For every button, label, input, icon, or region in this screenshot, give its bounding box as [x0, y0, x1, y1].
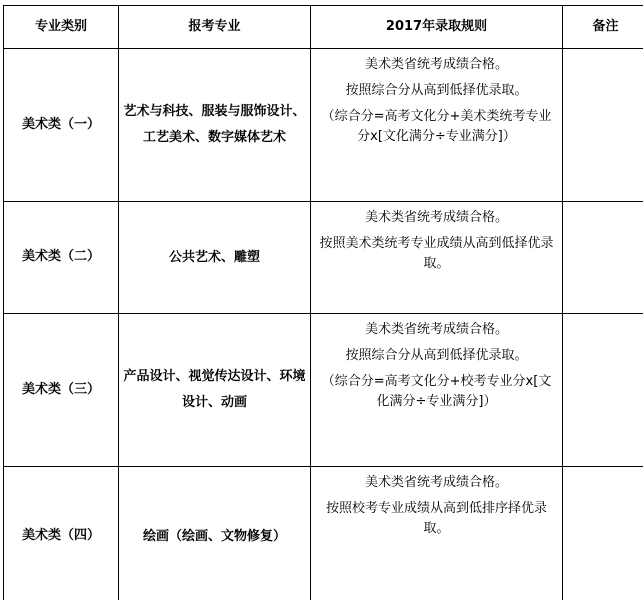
table-row [4, 467, 643, 600]
category-cell: 美术类（三） [4, 314, 119, 467]
major-cell: 产品设计、视觉传达设计、环境设计、动画 [119, 314, 311, 467]
header-category: 专业类别 [4, 6, 119, 49]
remarks-cell [563, 202, 643, 314]
table-row [4, 49, 643, 202]
rule-cell [311, 467, 563, 600]
rule-line: 按照综合分从高到低择优录取。 [345, 83, 528, 99]
header-remarks: 备注 [563, 6, 643, 49]
rule-line: 美术类省统考成绩合格。 [364, 57, 508, 72]
rule-line: 美术类省统考成绩合格。 [364, 475, 508, 490]
remarks-cell [563, 49, 643, 202]
rule-line: 美术类省统考成绩合格。 [364, 210, 508, 225]
major-cell: 公共艺术、雕塑 [119, 202, 311, 314]
category-cell: 美术类（四） [4, 467, 119, 600]
rule-line: 按照综合分从高到低择优录取。 [345, 348, 528, 364]
rule-line: 美术类省统考成绩合格。 [364, 322, 508, 337]
major-cell: 艺术与科技、服装与服饰设计、工艺美术、数字媒体艺术 [119, 49, 311, 202]
table-header-row [4, 6, 643, 49]
remarks-cell [563, 467, 643, 600]
rule-cell [311, 202, 563, 314]
header-rules: 2017年录取规则 [311, 6, 563, 49]
category-cell: 美术类（二） [4, 202, 119, 314]
rule-cell [311, 314, 563, 467]
rule-line: （综合分=高考文化分+校考专业分x[文化满分÷专业满分]） [321, 374, 552, 410]
rule-line: （综合分=高考文化分+美术类统考专业分x[文化满分÷专业满分]） [321, 109, 552, 145]
admission-rules-table [3, 5, 643, 600]
rule-line: 按照美术类统考专业成绩从高到低择优录取。 [319, 236, 554, 272]
remarks-cell [563, 314, 643, 467]
header-major: 报考专业 [119, 6, 311, 49]
table-row [4, 314, 643, 467]
major-cell: 绘画（绘画、文物修复） [119, 467, 311, 600]
table-row [4, 202, 643, 314]
rule-line: 按照校考专业成绩从高到低排序择优录取。 [325, 501, 547, 537]
rule-cell [311, 49, 563, 202]
category-cell: 美术类（一） [4, 49, 119, 202]
